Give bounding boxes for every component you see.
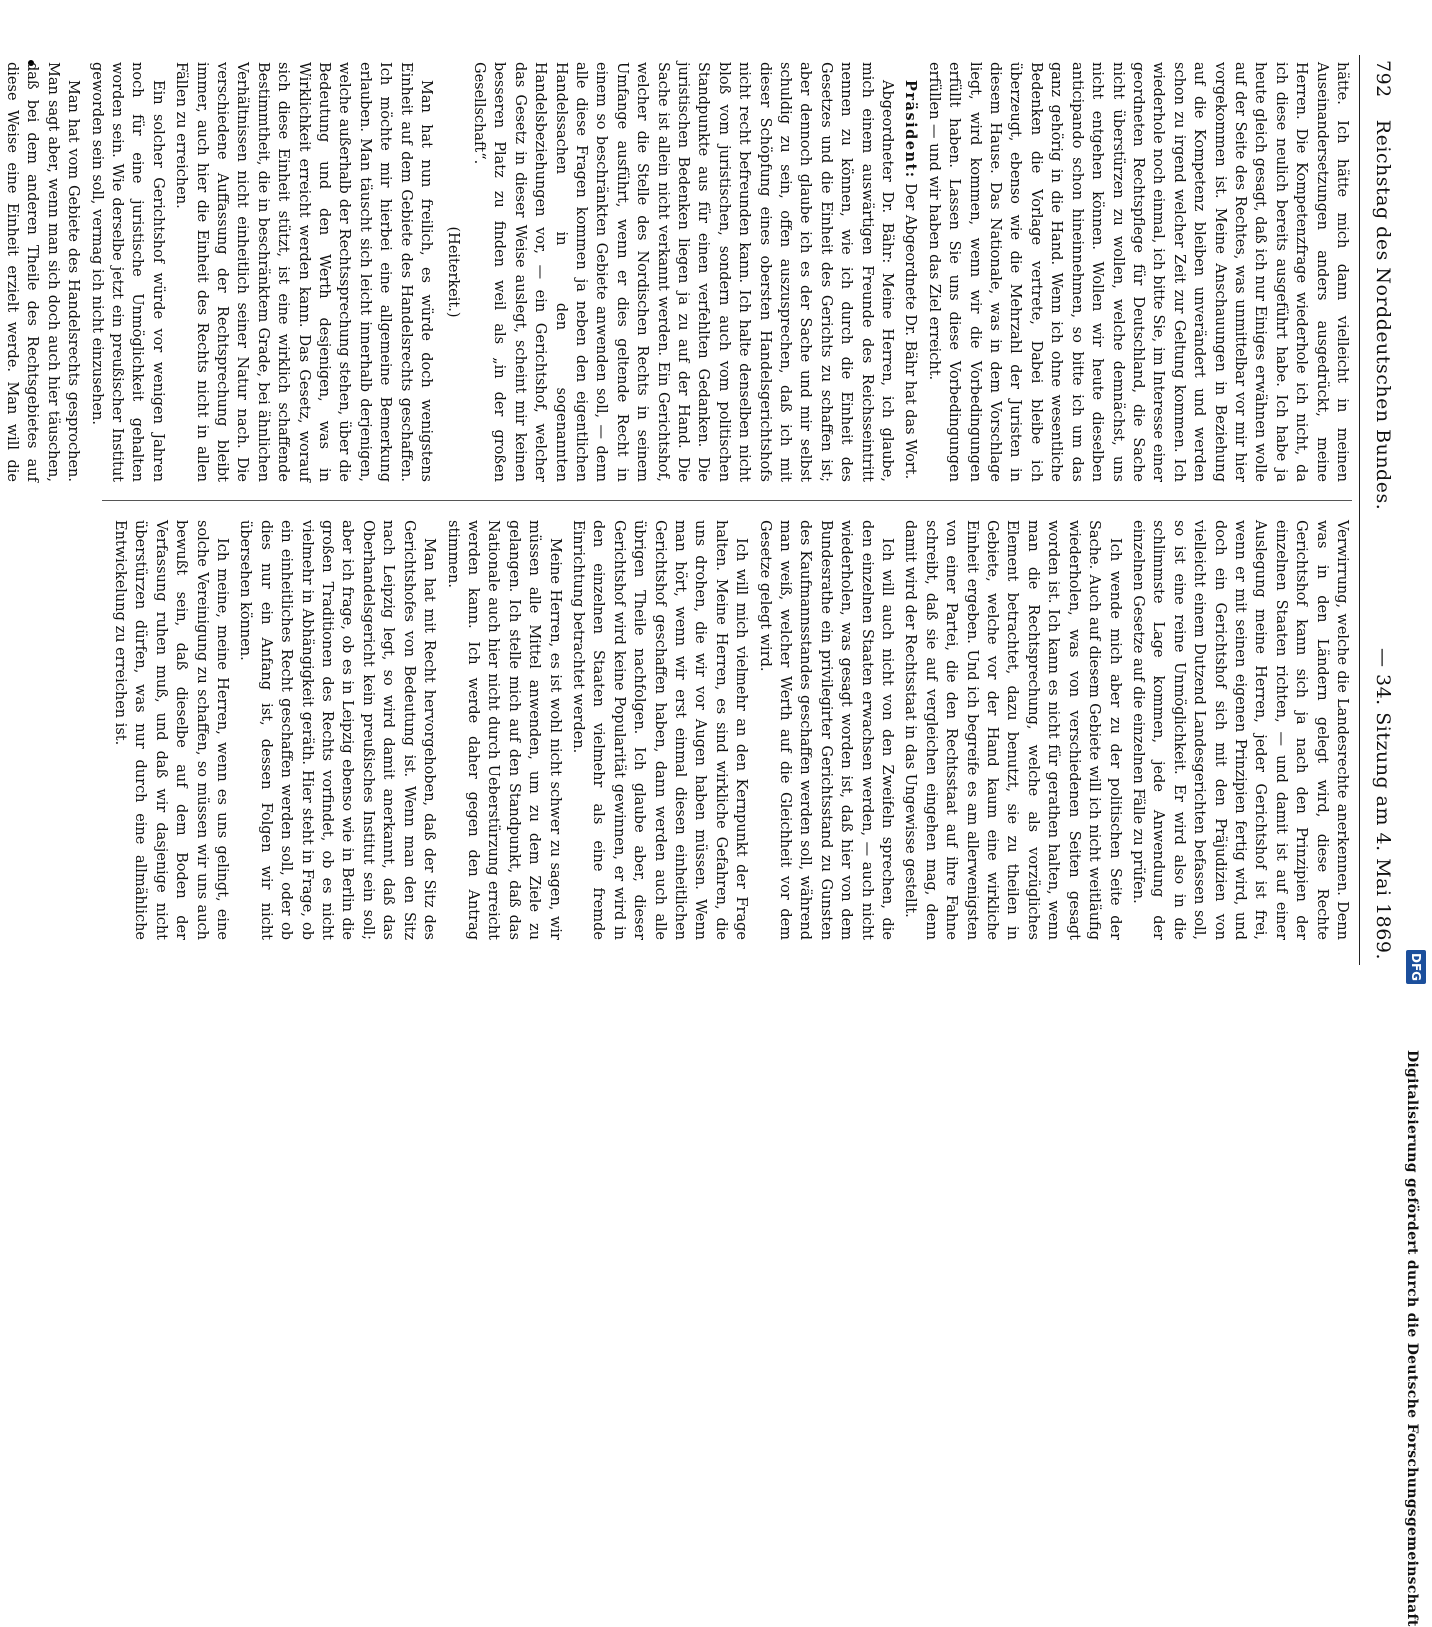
paragraph: Ich meine, meine Herren, wenn es uns gelingt, eine solche Vereinigung zu schaffen, so müssen wir uns auch bewußt sein, daß dieselbe auf dem Boden der Verfassung ruhen muß, und daß wir dasjenige nicht überstürzen dürfen, was nur durch eine allmähliche Entwickelung zu erreichen ist. [112, 520, 231, 940]
page-number: 792 [1372, 60, 1394, 98]
paragraph: Man hat nun freilich, es würde doch wenigstens Einheit auf dem Gebiete des Handelsrechts geschaffen. Ich möchte mir hierbei eine allgemeine Bemerkung erlauben. Man täuscht sich leicht innerhalb derjenigen, welche außerhalb der Rechtssprechung stehen, über die Bedeutung und den Werth desjenigen, was in Wirklichkeit erreicht werden kann. Das Gesetz, worauf sich diese Einheit stützt, ist eine wirklich schaffende Bestimmtheit, die in beschränktem Grade, bei ähnlichen Verhältnissen nicht einheitlich seiner Natur nach. Die verschiedene Auffassung der Rechtsprechung bleibt immer, auch hier die Einheit des Rechts nicht in allen Fällen zu erreichen. [173, 62, 435, 482]
paragraph: Ich will auch nicht von den Zweifeln sprechen, die den einzelnen Staaten erwachsen werden, — auch nicht wiederholen, was gesagt worden ist, daß hier von dem Bundesrathe ein privilegirter Gerichtsstand zu Gunsten des Kaufmannsstandes geschaffen werden soll, während man weiß, welcher Werth auf die Gleichheit vor dem Gesetze gelegt wird. [756, 520, 896, 940]
header-rule [1359, 55, 1360, 965]
session-info: — 34. Sitzung am 4. Mai 1869. [1372, 647, 1394, 960]
paragraph: Abgeordneter Dr. Bähr: Meine Herren, ich glaube, mich einem auswärtigen Freunde des Reichsseintritt nennen zu können, wie ich durch die Einheit des Gesetzes und die Einheit des Gerichts zu schaffen ist; aber dennoch glaube ich es der Sache und mir selbst schuldig zu sein, offen auszusprechen, daß ich mit dieser Schöpfung eines obersten Handelsgerichtshofs nicht recht befreunden kann. Ich halte denselben nicht bloß vom juristischen, sondern auch vom politischen Standpunkte aus für einen verfehlten Gedanken. Die juristischen Bedenken liegen ja zu auf der Hand. Die Sache ist allein nicht verkannt werden. Ein Gerichtshof, welcher die Stelle des Nordischen Rechts in seinem Umfange ausführt, wenn er dies geltende Recht in einem so beschränkten Gebiete anwenden soll, — denn alle diese Fragen kommen ja neben den eigentlichen Handelssachen in den sogenannten Handelsbeziehungen vor, — ein Gerichtshof, welcher das Gesetz in dieser Weise auslegt, scheint mir keinen besseren Platz zu finden weil als „in der großen Gesellschaft“. [470, 62, 896, 482]
paragraph: Ich wende mich aber zu der politischen Seite der Sache. Auch auf diesem Gebiete will ich nicht weitläufig wiederholen, was von verschiedenen Seiten gesagt worden ist. Ich kann es nicht für gerathen halten, wenn man die Rechtsprechung, welche als vorzügliches Element betrachtet, dazu benutzt, sie zu theilen in Gebiete, welche vor der Hand kaum eine wirkliche Einheit ergeben. Und ich begreife es am allerwenigsten von einer Partei, die den Rechtsstaat auf ihre Fahne schreibt, daß sie auf vergleichen eingehen mag, denn damit wird der Rechtsstaat in das Ungewisse gestellt. [902, 520, 1123, 940]
speaker-text: Der Abgeordnete Dr. Bähr hat das Wort. [902, 183, 919, 480]
journal-title: Reichstag des Norddeutschen Bundes. [1372, 119, 1394, 511]
speaker-paragraph [900, 62, 920, 482]
paragraph: Meine Herren, es ist wohl nicht schwer zu sagen, wir müssen alle Mittel anwenden, um zu dem Ziele zu gelangen. Ich stelle mich auf den Standpunkt, daß das Nationale auch hier nicht durch Ueberstürzung erreicht werden kann. Ich werde daher gegen den Antrag stimmen. [444, 520, 563, 940]
paragraph: Ein solcher Gerichtshof würde vor wenigen Jahren noch für eine juristische Unmöglichkeit gehalten worden sein. Wie derselbe jetzt ein preußischer Institut geworden sein soll, vermag ich nicht einzusehen. [88, 62, 166, 482]
dfg-logo: DFG [1406, 950, 1426, 984]
right-column [97, 520, 1352, 940]
left-column [4, 62, 1352, 482]
interjection: (Heiterkeit.) [444, 226, 461, 318]
paragraph: Man hat mit Recht hervorgehoben, daß der Sitz des Gerichtshofes von Bedeutung ist. Wenn man den Sitz nach Leipzig legt, so wird damit anerkannt, daß das Oberhandelsgericht kein preußisches Institut sein soll; aber ich frage, ob es in Leipzig ebenso wie in Berlin die großen Traditionen des Rechts vorfindet, ob es nicht vielmehr in Abhängigkeit geräth. Hier steht in Frage, ob ein einheitliches Recht geschaffen werden soll, oder ob dies nur ein Anfang ist, dessen Folgen wir nicht übersehen können. [237, 520, 438, 940]
paragraph: Man hat vom Gebiete des Handelsrechts gesprochen. Man sagt aber, wenn man sich doch auch hier täuschen, daß bei dem anderen Theile des Rechtsgebietes auf diese Weise eine Einheit erzielt werde. Man will die [4, 62, 82, 482]
page-header [1364, 60, 1394, 960]
paragraph: Verwirrung, welche die Landesrechte anerkennen. Denn was in den Ländern gelegt wird, diese Rechte Gerichtshof kann sich ja nach den Prinzipien der einzelnen Staaten richten, — und damit ist auf einer Auslegung meine Herren, jeder Gerichtshof ist frei, wenn er mit seinen eigenen Prinzipien fertig wird, und doch ein Gerichtshof sich mit den Präjudizien von vielleicht einem Dutzend Landesgerichten befassen soll, so ist eine reine Unmöglichkeit. Er wird also in die schlimmste Lage kommen, jede Anwendung der einzelnen Gesetze auf die einzelnen Fälle zu prüfen. [1129, 520, 1350, 940]
paragraph: hätte. Ich hätte mich dann vielleicht in meinen Auseinandersetzungen anders ausgedrückt, meine Herren. Die Kompetenzfrage wiederhole ich nicht, da ich diese neulich bereits ausgeführt habe. Ich habe ja heute gleich gesagt, daß ich nur Einiges erwähnen wolle auf der Seite des Rechtes, was unmittelbar vor mir hier vorgekommen ist. Meine Anschauungen in Beziehung auf die Kompetenz bleiben unverändert und werden schon zu irgend welcher Zeit zur Geltung kommen. Ich wiederhole noch einmal, ich bitte Sie, im Interesse einer geordneten Rechtspflege für Deutschland, die Sache nicht überstürzen zu wollen, welche demnächst, uns nicht entgehen können. Wollen wir heute dieselben anticipando schon hineinnehmen, so bitte ich um das ganz gehörig in die Hand. Wenn ich ohne wesentliche Bedenken die Vorlage vertrete, Dabei bleibe ich überzeugt, ebenso wie die Mehrzahl der Juristen in diesem Hause. Das Nationale, was in dem Vorschlage liegt, wird kommen, wenn wir die Vorbedingungen erfüllt haben. Lassen Sie uns diese Vorbedingungen erfüllen — und wir haben das Ziel erreicht. [925, 62, 1350, 482]
digitization-credit: Digitalisierung gefördert durch die Deutsche Forschungsgemeinschaft [1404, 1050, 1420, 1627]
speaker-label: Präsident: [902, 80, 920, 179]
column-divider [102, 500, 1352, 501]
paragraph: Ich will mich vielmehr an den Kernpunkt der Frage halten. Meine Herren, es sind wirkliche Gefahren, die uns drohen, die wir vor Augen haben müssen. Wenn man hört, wenn wir erst einmal diesen einheitlichen Gerichtshof geschaffen haben, dann werden auch alle übrigen Theile nachfolgen. Ich glaube aber, dieser Gerichtshof wird keine Popularität gewinnen, er wird in den einzelnen Staaten vielmehr als eine fremde Einrichtung betrachtet werden. [569, 520, 750, 940]
